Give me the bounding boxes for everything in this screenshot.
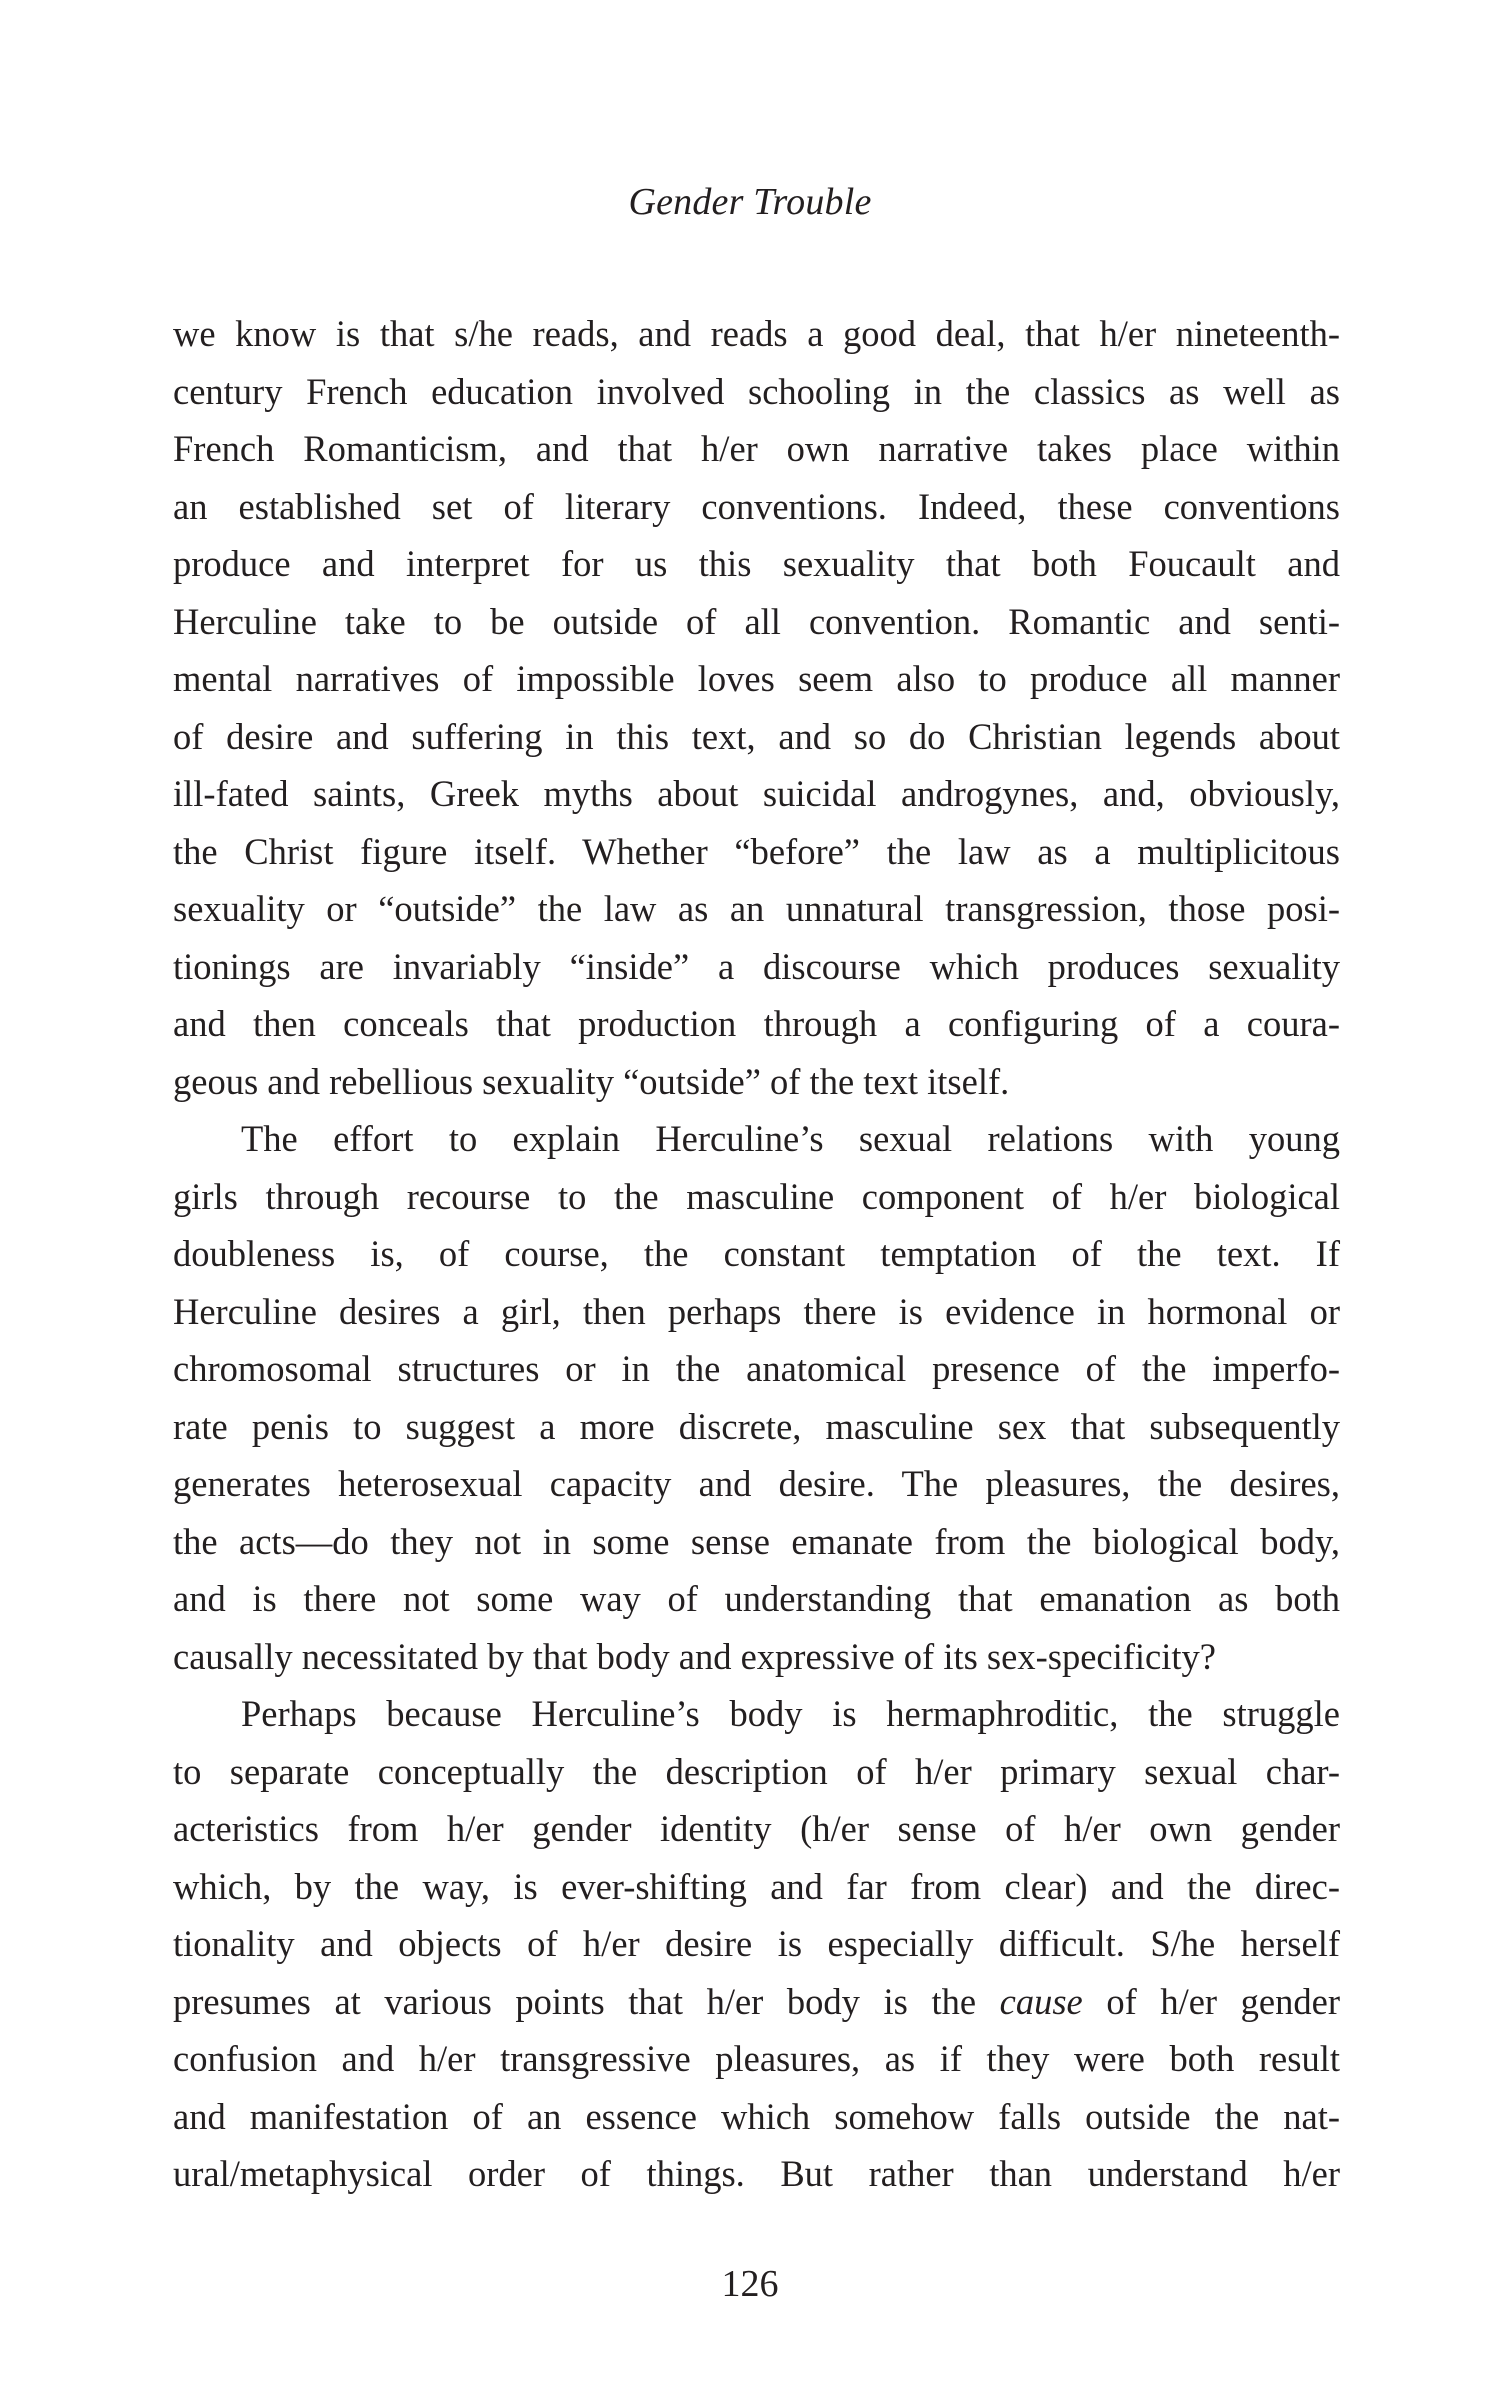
text-line: we know is that s/he reads, and reads a good deal, that h/er nineteenth- (173, 313, 1340, 354)
text-line: sexuality or “outside” the law as an unnatural transgression, those posi- (173, 888, 1340, 929)
text-line: rate penis to suggest a more discrete, masculine sex that subsequently (173, 1405, 1340, 1447)
text-line: mental narratives of impossible loves seem also to produce all manner (173, 658, 1340, 699)
text-line: and manifestation of an essence which somehow falls outside the nat- (173, 2095, 1340, 2137)
text-line: ill-fated saints, Greek myths about suicidal androgynes, and, obviously, (173, 773, 1340, 814)
body-text (173, 305, 1340, 2203)
text-line: of desire and suffering in this text, and so do Christian legends about (173, 715, 1340, 757)
text-line: ural/metaphysical order of things. But rather than understand h/er (173, 2153, 1340, 2194)
text-line: French Romanticism, and that h/er own narrative takes place within (173, 428, 1340, 469)
paragraph-3 (173, 1685, 1340, 2203)
running-head: Gender Trouble (628, 181, 872, 223)
paragraph-1 (173, 305, 1340, 1110)
line-segment: of h/er gender (1082, 1980, 1340, 2022)
text-line: doubleness is, of course, the constant temptation of the text. If (173, 1233, 1340, 1274)
italic-emphasis: cause (999, 1980, 1083, 2022)
text-line: confusion and h/er transgressive pleasures, as if they were both result (173, 2038, 1340, 2079)
paragraph-2 (173, 1110, 1340, 1685)
page-number: 126 (721, 2263, 779, 2305)
text-line: Perhaps because Herculine’s body is hermaphroditic, the struggle (241, 1693, 1340, 1734)
text-line: Herculine desires a girl, then perhaps there is evidence in hormonal or (173, 1290, 1340, 1332)
text-line (173, 1973, 1340, 2031)
text-line: and is there not some way of understanding that emanation as both (173, 1578, 1340, 1619)
text-line: the Christ figure itself. Whether “before” the law as a multiplicitous (173, 830, 1340, 872)
text-line: acteristics from h/er gender identity (h/er sense of h/er own gender (173, 1808, 1340, 1849)
text-line: causally necessitated by that body and expressive of its sex-specificity? (173, 1635, 1216, 1677)
text-line: chromosomal structures or in the anatomical presence of the imperfo- (173, 1348, 1340, 1389)
text-line: and then conceals that production through a configuring of a coura- (173, 1003, 1340, 1044)
text-line: century French education involved schooling in the classics as well as (173, 370, 1340, 412)
text-line: girls through recourse to the masculine component of h/er biological (173, 1175, 1340, 1217)
text-line: produce and interpret for us this sexuality that both Foucault and (173, 543, 1340, 584)
text-line: tionality and objects of h/er desire is especially difficult. S/he herself (173, 1923, 1340, 1964)
text-line: an established set of literary conventions. Indeed, these conventions (173, 485, 1340, 527)
text-line: geous and rebellious sexuality “outside” of the text itself. (173, 1060, 1010, 1102)
text-line: tionings are invariably “inside” a discourse which produces sexuality (173, 945, 1340, 987)
line-segment: presumes at various points that h/er body is the (173, 1980, 1000, 2022)
text-line: to separate conceptually the description of h/er primary sexual char- (173, 1750, 1340, 1792)
text-line: which, by the way, is ever-shifting and far from clear) and the direc- (173, 1865, 1340, 1907)
text-line: generates heterosexual capacity and desire. The pleasures, the desires, (173, 1463, 1340, 1504)
text-line: Herculine take to be outside of all convention. Romantic and senti- (173, 600, 1340, 642)
text-line: the acts—do they not in some sense emanate from the biological body, (173, 1520, 1340, 1562)
text-line: The effort to explain Herculine’s sexual relations with young (241, 1118, 1340, 1159)
